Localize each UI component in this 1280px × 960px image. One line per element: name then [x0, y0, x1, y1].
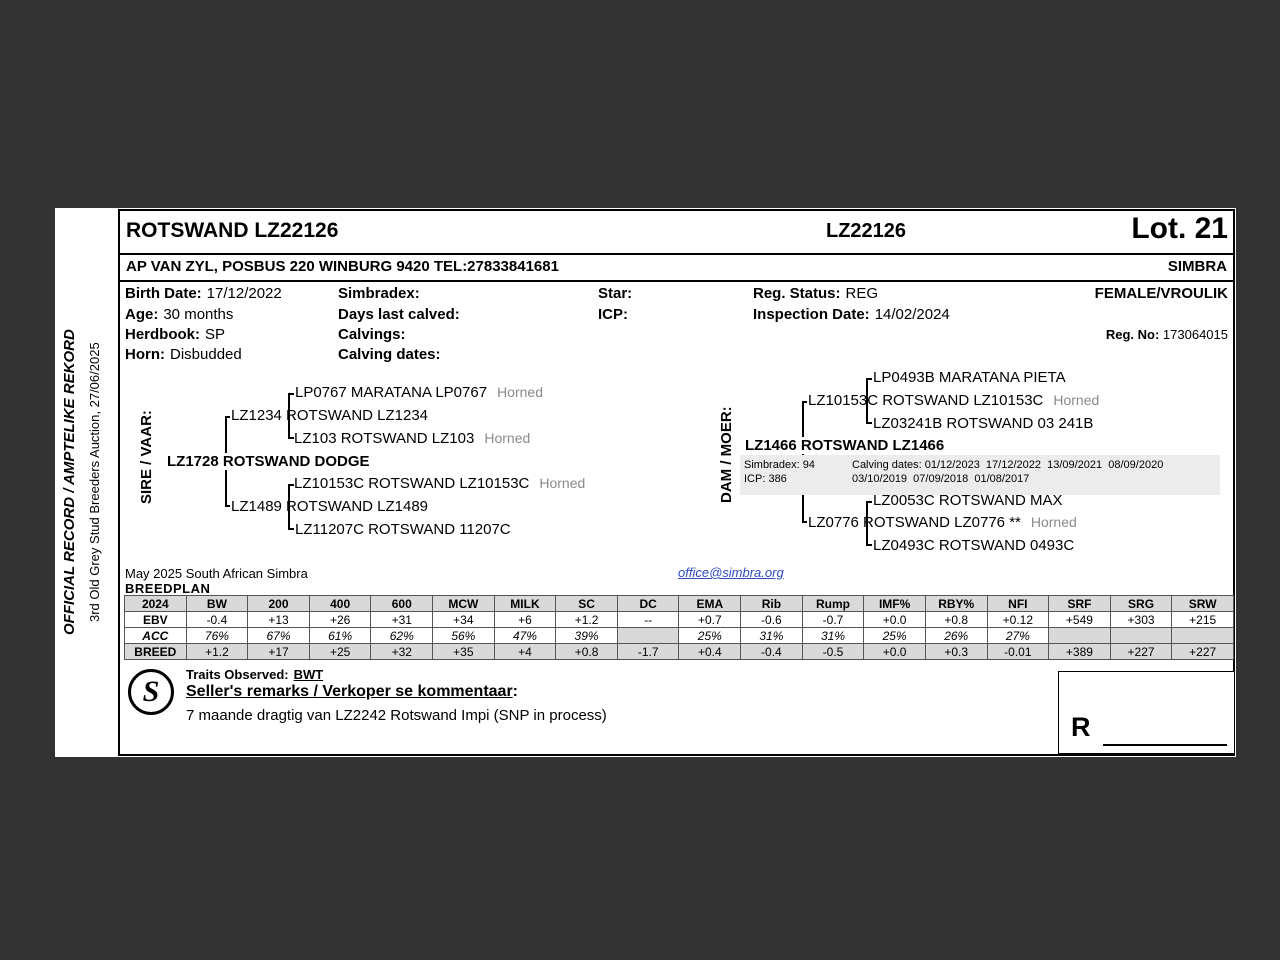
- horn-note: Horned: [497, 384, 543, 400]
- bp-cell: 47%: [494, 628, 556, 644]
- sire-axis-label: SIRE / VAAR:: [138, 410, 155, 504]
- bp-cell: +1.2: [556, 612, 618, 628]
- bp-col-header: 600: [371, 596, 433, 612]
- horn-value: Disbudded: [170, 346, 242, 363]
- horn-note: Horned: [539, 475, 586, 491]
- bp-cell: +227: [1172, 644, 1234, 660]
- price-currency-label: R: [1071, 712, 1091, 742]
- horn-label: Horn:: [125, 346, 165, 363]
- bp-cell: +227: [1110, 644, 1172, 660]
- bp-cell: 31%: [741, 628, 803, 644]
- bp-cell: 62%: [371, 628, 433, 644]
- days-last-calved-label: Days last calved:: [338, 306, 460, 323]
- breed-avg-row: [125, 644, 1234, 660]
- bp-cell: +303: [1110, 612, 1172, 628]
- breedplan-table: [124, 595, 1234, 660]
- bp-cell: -0.7: [802, 612, 864, 628]
- pedigree-connector: [866, 501, 872, 503]
- bp-cell: 61%: [309, 628, 371, 644]
- bp-col-header: SRW: [1172, 596, 1234, 612]
- bp-cell: +0.7: [679, 612, 741, 628]
- bp-cell: -0.6: [741, 612, 803, 628]
- animal-name: LZ10153C ROTSWAND LZ10153C: [294, 475, 530, 492]
- bp-cell: [1049, 628, 1111, 644]
- pedigree-sire-granddam-dam: [295, 521, 511, 538]
- row-label: BREED: [125, 644, 187, 660]
- bp-col-header: 200: [248, 596, 310, 612]
- bp-cell: 67%: [248, 628, 310, 644]
- calvings-label: Calvings:: [338, 326, 406, 343]
- bp-cell: --: [617, 612, 679, 628]
- bp-col-header: MCW: [433, 596, 495, 612]
- dam-calving-dates-1: Calving dates: 01/12/2023 17/12/2022 13/09/2021 08/09/2020: [852, 459, 1164, 471]
- catalog-page: [55, 208, 1236, 757]
- icp-label: ICP:: [598, 306, 628, 323]
- bp-cell: 76%: [186, 628, 248, 644]
- dam-simbradex: Simbradex: 94: [744, 459, 815, 471]
- pedigree-connector: [866, 422, 872, 424]
- pedigree-sire-grandsire-dam: [294, 430, 530, 447]
- acc-row: [125, 628, 1234, 644]
- herdbook-field: [125, 326, 225, 343]
- simbra-logo-icon: [128, 669, 174, 715]
- table-header-row: [125, 596, 1234, 612]
- dam-icp: ICP: 386: [744, 473, 787, 485]
- bp-cell: +0.12: [987, 612, 1049, 628]
- animal-name: LZ0493C ROTSWAND 0493C: [873, 537, 1075, 554]
- animal-name: LZ10153C ROTSWAND LZ10153C: [808, 392, 1044, 409]
- star-label: Star:: [598, 285, 633, 302]
- bp-cell: -1.7: [617, 644, 679, 660]
- bp-cell: +549: [1049, 612, 1111, 628]
- bp-cell: [1110, 628, 1172, 644]
- bp-cell: 31%: [802, 628, 864, 644]
- star-field: [598, 285, 632, 302]
- bp-cell: +35: [433, 644, 495, 660]
- reg-no-field: [1106, 327, 1228, 342]
- breedplan-logo: BREEDPLAN: [125, 581, 211, 596]
- birth-date-value: 17/12/2022: [206, 285, 282, 302]
- animal-id: LZ22126: [826, 220, 907, 242]
- bp-cell: +26: [309, 612, 371, 628]
- bp-col-header: Rump: [802, 596, 864, 612]
- bp-cell: 26%: [925, 628, 987, 644]
- pedigree-connector: [225, 416, 230, 418]
- herdbook-value: SP: [205, 326, 226, 343]
- reg-status-value: REG: [845, 285, 879, 302]
- horn-note: Horned: [484, 430, 531, 446]
- age-field: [125, 306, 233, 323]
- pedigree-sire-grandsire: [231, 407, 428, 424]
- pedigree-dam-grandsire: [808, 392, 1099, 409]
- dam-calving-dates-2: 03/10/2019 07/09/2018 01/08/2017: [852, 473, 1030, 485]
- bp-col-header: Rib: [741, 596, 803, 612]
- animal-name: LZ11207C ROTSWAND 11207C: [295, 521, 511, 538]
- header-divider: [120, 253, 1233, 255]
- inspection-date-label: Inspection Date:: [753, 306, 870, 323]
- bp-cell: 27%: [987, 628, 1049, 644]
- pedigree-sire-grandsire-sire: [295, 384, 543, 401]
- bp-col-header: EMA: [679, 596, 741, 612]
- price-box: [1058, 671, 1235, 754]
- bp-cell: -0.4: [186, 612, 248, 628]
- bp-cell: +13: [248, 612, 310, 628]
- owner-contact: AP VAN ZYL, POSBUS 220 WINBURG 9420 TEL:27833841681: [126, 258, 559, 275]
- bp-col-header: SC: [556, 596, 618, 612]
- email-link[interactable]: office@simbra.org: [678, 565, 784, 580]
- pedigree-connector: [802, 401, 807, 403]
- bp-cell: +1.2: [186, 644, 248, 660]
- herdbook-label: Herdbook:: [125, 326, 200, 343]
- bp-cell: +34: [433, 612, 495, 628]
- bp-cell: +25: [309, 644, 371, 660]
- horn-field: [125, 346, 242, 363]
- bp-cell: +0.8: [925, 612, 987, 628]
- icp-field: [598, 306, 628, 323]
- bp-cell: -0.5: [802, 644, 864, 660]
- bp-cell: -0.4: [741, 644, 803, 660]
- pedigree-sire-granddam: [231, 498, 428, 515]
- bp-cell: +4: [494, 644, 556, 660]
- pedigree-connector: [802, 521, 807, 523]
- pedigree-sire-granddam-sire: [294, 475, 585, 492]
- dam-stats-box: [740, 455, 1220, 495]
- pedigree-connector: [866, 378, 872, 380]
- pedigree-connector: [288, 528, 294, 530]
- pedigree-connector: [866, 544, 872, 546]
- pedigree-dam-grandsire-dam: [873, 415, 1093, 432]
- row-label: ACC: [125, 628, 187, 644]
- bp-cell: +32: [371, 644, 433, 660]
- bp-cell: +0.0: [864, 612, 926, 628]
- lot-card: [118, 209, 1235, 756]
- inspection-date-field: [753, 306, 950, 323]
- horn-note: Horned: [1030, 514, 1077, 530]
- pedigree-dam-granddam-sire: [873, 492, 1063, 509]
- age-value: 30 months: [163, 306, 234, 323]
- animal-name: LP0767 MARATANA LP0767: [295, 384, 488, 401]
- bp-cell: +0.4: [679, 644, 741, 660]
- reg-no-label: Reg. No:: [1105, 327, 1160, 342]
- row-label: EBV: [125, 612, 187, 628]
- owner-divider: [120, 280, 1233, 282]
- bp-col-header: DC: [617, 596, 679, 612]
- bp-cell: +389: [1049, 644, 1111, 660]
- birth-date-field: [125, 285, 282, 302]
- official-record-side-label: OFFICIAL RECORD / AMPTELIKE REKORD: [61, 329, 78, 636]
- simbradex-label: Simbradex:: [338, 285, 420, 302]
- animal-name: LZ0053C ROTSWAND MAX: [873, 492, 1063, 509]
- bp-col-header: SRG: [1110, 596, 1172, 612]
- animal-name: LZ103 ROTSWAND LZ103: [294, 430, 475, 447]
- bp-col-header: BW: [186, 596, 248, 612]
- sex-label: FEMALE/VROULIK: [1094, 285, 1228, 302]
- seller-remarks-colon: :: [512, 683, 518, 700]
- bp-cell: +0.8: [556, 644, 618, 660]
- pedigree-dam-granddam-dam: [873, 537, 1074, 554]
- bp-col-header: RBY%: [925, 596, 987, 612]
- bp-col-header: MILK: [494, 596, 556, 612]
- pedigree-dam-grandsire-sire: [873, 369, 1066, 386]
- auction-side-label: 3rd Old Grey Stud Breeders Auction, 27/06/2025: [87, 342, 102, 623]
- bp-cell: [617, 628, 679, 644]
- traits-value: BWT: [293, 667, 324, 682]
- issue-label: May 2025 South African Simbra: [125, 566, 308, 581]
- reg-status-label: Reg. Status:: [753, 285, 841, 302]
- bp-col-header: NFI: [987, 596, 1049, 612]
- calving-dates-field: [338, 346, 441, 363]
- traits-label: Traits Observed:: [186, 667, 289, 682]
- dam-axis-label: DAM / MOER:: [718, 406, 735, 504]
- animal-name: LZ1466 ROTSWAND LZ1466: [745, 437, 945, 454]
- bp-cell: 39%: [556, 628, 618, 644]
- calving-dates-label: Calving dates:: [338, 346, 441, 363]
- bp-cell: 56%: [433, 628, 495, 644]
- animal-name: LZ1234 ROTSWAND LZ1234: [231, 407, 429, 424]
- logo-letter: S: [142, 675, 160, 708]
- ebv-row: [125, 612, 1234, 628]
- seller-remarks-title: Seller's remarks / Verkoper se kommentaar: [186, 683, 513, 700]
- pedigree-sire: [167, 453, 373, 470]
- breed-name: SIMBRA: [1167, 258, 1227, 275]
- seller-remarks-heading: [186, 683, 518, 701]
- animal-name: LZ0776 ROTSWAND LZ0776 **: [808, 514, 1021, 531]
- animal-name: LZ1489 ROTSWAND LZ1489: [231, 498, 429, 515]
- bp-cell: +31: [371, 612, 433, 628]
- bp-cell: [1172, 628, 1234, 644]
- bp-col-header: SRF: [1049, 596, 1111, 612]
- calvings-field: [338, 326, 406, 343]
- price-write-in-line: [1103, 744, 1227, 746]
- lot-number: Lot. 21: [1131, 212, 1228, 245]
- animal-title: ROTSWAND LZ22126: [126, 219, 339, 242]
- bp-cell: +17: [248, 644, 310, 660]
- animal-name: LZ1728 ROTSWAND DODGE: [167, 453, 370, 470]
- birth-date-label: Birth Date:: [125, 285, 202, 302]
- reg-status-field: [753, 285, 878, 302]
- inspection-date-value: 14/02/2024: [874, 306, 950, 323]
- bp-cell: -0.01: [987, 644, 1049, 660]
- bp-col-header: 2024: [125, 596, 187, 612]
- bp-cell: +0.3: [925, 644, 987, 660]
- simbradex-field: [338, 285, 420, 302]
- pedigree-dam: [745, 437, 947, 454]
- age-label: Age:: [125, 306, 159, 323]
- traits-observed: [186, 667, 323, 682]
- pedigree-connector: [225, 505, 230, 507]
- seller-remarks-text: 7 maande dragtig van LZ2242 Rotswand Impi (SNP in process): [186, 707, 607, 724]
- bp-cell: 25%: [679, 628, 741, 644]
- pedigree-connector: [288, 393, 294, 395]
- pedigree-dam-granddam: [808, 514, 1077, 531]
- bp-col-header: 400: [309, 596, 371, 612]
- horn-note: Horned: [1053, 392, 1100, 408]
- bp-cell: +0.0: [864, 644, 926, 660]
- bp-col-header: IMF%: [864, 596, 926, 612]
- bp-cell: +215: [1172, 612, 1234, 628]
- reg-no-value: 173064015: [1162, 327, 1228, 342]
- animal-name: LP0493B MARATANA PIETA: [873, 369, 1066, 386]
- days-last-calved-field: [338, 306, 460, 323]
- bp-cell: +6: [494, 612, 556, 628]
- bp-cell: 25%: [864, 628, 926, 644]
- animal-name: LZ03241B ROTSWAND 03 241B: [873, 415, 1094, 432]
